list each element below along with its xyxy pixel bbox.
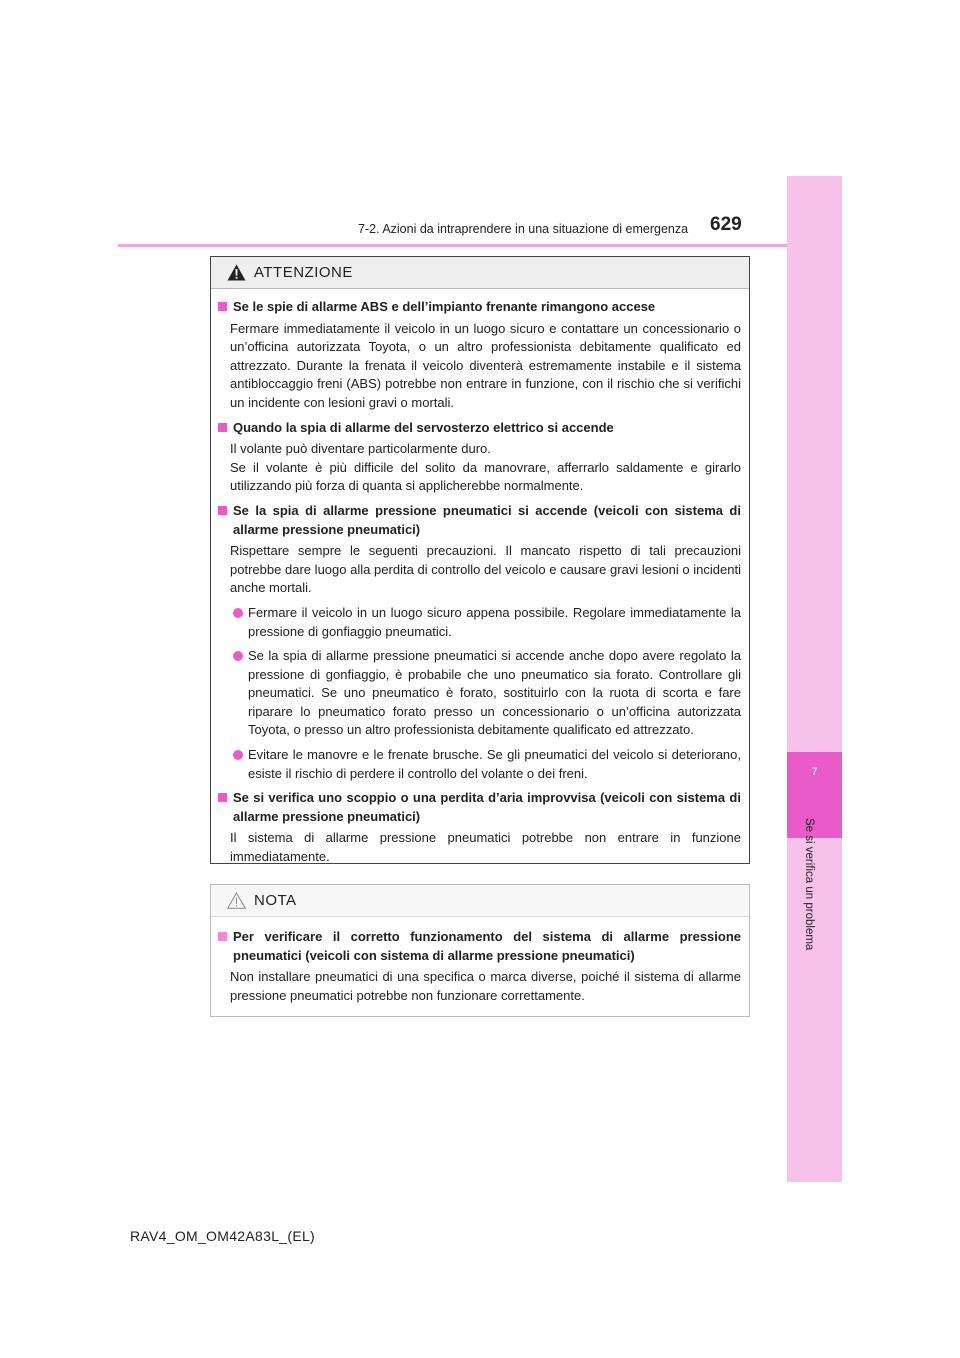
warning-box-title: ATTENZIONE [254,264,353,281]
document-code: RAV4_OM_OM42A83L_(EL) [130,1228,316,1244]
warning-item-title-text: Se si verifica uno scoppio o una perdita d’aria improvvisa (veicoli con sistema di allarme pressione pneumatici) [233,790,741,824]
header-rule [118,244,842,247]
warning-bullet-text: Fermare il veicolo in un luogo sicuro appena possibile. Regolare immediatamente la pressione di gonfiaggio pneumatici. [248,604,741,639]
notice-box-header [211,885,749,917]
warning-item-text [218,440,741,496]
square-bullet-icon [218,932,227,941]
square-bullet-icon [218,423,227,432]
warning-item-title-text: Quando la spia di allarme del servosterzo elettrico si accende [233,419,614,435]
warning-item-title [218,502,741,539]
warning-item-title-text: Se le spie di allarme ABS e dell’impianto frenante rimangono accese [233,299,656,314]
notice-box-body [211,917,749,1005]
warning-bullet [218,746,741,783]
warning-item-text-line: Se il volante è più difficile del solito da manovrare, afferrarlo saldamente e girarlo utilizzando più forza di quanta si applicherebbe normalmente. [230,459,741,494]
notice-item-text: Non installare pneumatici di una specifica o marca diverse, poiché il sistema di allarme pressione pneumatici potrebbe non funzionare correttamente. [230,969,741,1003]
chapter-side-tab [787,176,842,1182]
section-title: 7-2. Azioni da intraprendere in una situazione di emergenza [358,222,689,236]
warning-bullet [218,604,741,641]
chapter-title: Se si verifica un problema [803,818,815,951]
warning-item-title [218,789,741,826]
circle-bullet-icon [233,750,243,760]
square-bullet-icon [218,302,227,311]
warning-item-text-line: Il volante può diventare particolarmente duro. [230,441,491,457]
warning-item-text: Il sistema di allarme pressione pneumatici potrebbe non entrare in funzione immediatamente. [230,830,741,865]
warning-item-title [218,419,741,438]
square-bullet-icon [218,506,227,515]
warning-item-text: Fermare immediatamente il veicolo in un luogo sicuro e contattare un concessionario o un’officina autorizzata Toyota, o un altro professionista debitamente qualificato ed attrezzato. Durante la frenata il veicolo diventerà estremamente instabile e il sistema antibloccaggio freni (ABS) potrebbe non entrare in funzione, con il rischio che si verifichi un incidente con lesioni gravi o mortali. [230,320,741,410]
warning-triangle-filled-icon [227,264,246,281]
warning-box-body [211,289,749,867]
warning-bullet [218,647,741,740]
warning-box [210,256,750,864]
circle-bullet-icon [233,608,243,618]
chapter-number: 7 [811,766,818,778]
warning-box-header [211,257,749,289]
notice-item-title-text: Per verificare il corretto funzionamento del sistema di allarme pressione pneumatici (veicoli con sistema di allarme pressione pneumatici) [233,929,741,963]
warning-bullet-text: Evitare le manovre e le frenate brusche. Se gli pneumatici del veicolo si deteriorano, esiste il rischio di perdere il controllo del volante o dei freni. [248,747,741,781]
notice-box-title: NOTA [254,892,297,909]
warning-item-text: Rispettare sempre le seguenti precauzioni. Il mancato rispetto di tali precauzioni potrebbe dare luogo alla perdita di controllo del veicolo e causare gravi lesioni o incidenti anche mortali. [230,543,741,596]
notice-box [210,884,750,1017]
square-bullet-icon [218,793,227,802]
warning-bullet-text: Se la spia di allarme pressione pneumatici si accende anche dopo avere regolato la pressione di gonfiaggio, è probabile che uno pneumatico sia forato. Controllare gli pneumatici. Se uno pneumatico è forato, sostituirlo con la ruota di scorta e fare riparare lo pneumatico forato presso un concessionario o un’officina autorizzata Toyota, o presso un altro professionista debitamente qualificato ed attrezzato. [248,648,741,738]
page-number: 629 [710,214,742,235]
warning-triangle-outline-icon [227,892,246,909]
notice-item-title [218,928,741,965]
circle-bullet-icon [233,651,243,661]
warning-item-title-text: Se la spia di allarme pressione pneumatici si accende (veicoli con sistema di allarme pressione pneumatici) [233,502,741,537]
warning-item-title [218,298,741,317]
